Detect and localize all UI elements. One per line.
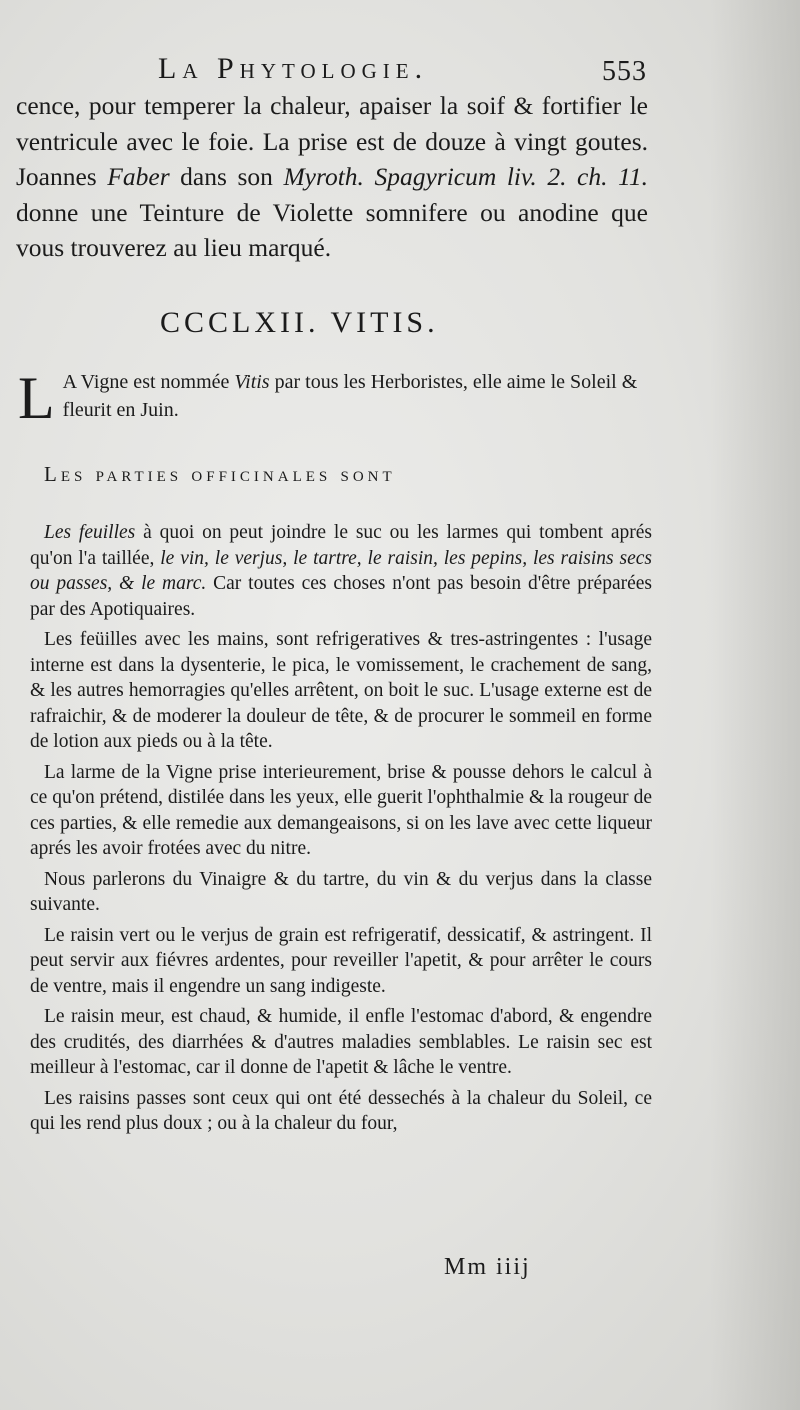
- text-segment: cence, pour temperer la chaleur, apaiser la soif & fortifier le ventricule avec le foie. La prise est de douze à vingt goutes. Joannes: [16, 91, 648, 191]
- page-number: 553: [602, 56, 647, 87]
- paragraph-green-grape: Le raisin vert ou le verjus de grain est refrigeratif, dessicatif, & astringent. Il peut servir aux fiévres ardentes, pour reveiller l'apetit, & pour arrêter le cours de ventre, mais il engendre un sang indigeste.: [30, 924, 652, 997]
- paragraph-vinegar: Nous parlerons du Vinaigre & du tartre, du vin & du verjus dans la classe suivante.: [30, 868, 652, 915]
- paragraph-officinal-parts: [30, 520, 652, 622]
- subheading: Les parties officinales sont: [44, 462, 396, 486]
- text-segment: dans son: [169, 162, 284, 191]
- main-text: [30, 520, 652, 1142]
- page-edge-shadow: [710, 0, 800, 1410]
- book-title-italic: Myroth. Spagyricum liv. 2. ch. 11.: [283, 162, 649, 191]
- continued-paragraph: [16, 88, 648, 266]
- paragraph-ripe-grape: Le raisin meur, est chaud, & humide, il enfle l'estomac d'abord, & engendre des crudités, des diarrhées & d'autres maladies semblables. Le raisin sec est meilleur à l'estomac, car il donne de l'apetit & lâche le ventre.: [30, 1006, 652, 1078]
- text-segment: à quoi on peut joindre le suc ou les larmes qui tombent aprés qu'on l'a taillée,: [30, 522, 652, 569]
- text-segment: donne une Teinture de Violette somnifere ou anodine que vous trouverez au lieu marqué.: [16, 197, 648, 262]
- drop-cap: L: [18, 365, 55, 431]
- paragraph-leaves: Les feüilles avec les mains, sont refrigeratives & tres-astringentes : l'usage interne est dans la dysenterie, le pica, le vomissement, le crachement de sang, & les autres hemorragies qu'elles arrêtent, on boit le suc. L'usage externe est de rafraichir, & de moderer la douleur de tête, & de procurer le sommeil en forme de lotion aux pieds ou à la tête.: [30, 629, 652, 752]
- intro-text: par tous les Herboristes, elle aime le Soleil & fleurit en Juin.: [62, 371, 638, 421]
- running-head: [0, 52, 800, 92]
- continued-paragraph-text: [16, 88, 648, 266]
- section-heading: CCCLXII. VITIS.: [160, 306, 439, 339]
- paragraph-raisins: Les raisins passes sont ceux qui ont été dessechés à la chaleur du Soleil, ce qui les rend plus doux ; ou à la chaleur du four,: [30, 1087, 652, 1134]
- signature-mark: Mm iiij: [444, 1254, 531, 1280]
- italic-phrase: le vin, le verjus, le tartre, le raisin, les pepins, les raisins secs ou passes, & le marc.: [30, 547, 652, 594]
- paragraph-vine-tears: La larme de la Vigne prise interieurement, brise & pousse dehors le calcul à ce qu'on prétend, distilée dans les yeux, elle guerit l'ophthalmie & la rougeur de ces parties, & elle remedie aux demangeaisons, si on les lave avec cette liqueur aprés les avoir frotées avec du nitre.: [30, 761, 652, 859]
- intro-italic: Vitis: [234, 371, 270, 393]
- intro-paragraph: [16, 365, 648, 431]
- italic-phrase: Les feuilles: [44, 522, 136, 543]
- running-title: La Phytologie.: [158, 52, 429, 85]
- text-segment: Car toutes ces choses n'ont pas besoin d'être préparées par des Apotiquaires.: [30, 573, 653, 620]
- intro-text: A Vigne est nommée: [62, 371, 235, 393]
- author-name-italic: Faber: [107, 162, 170, 191]
